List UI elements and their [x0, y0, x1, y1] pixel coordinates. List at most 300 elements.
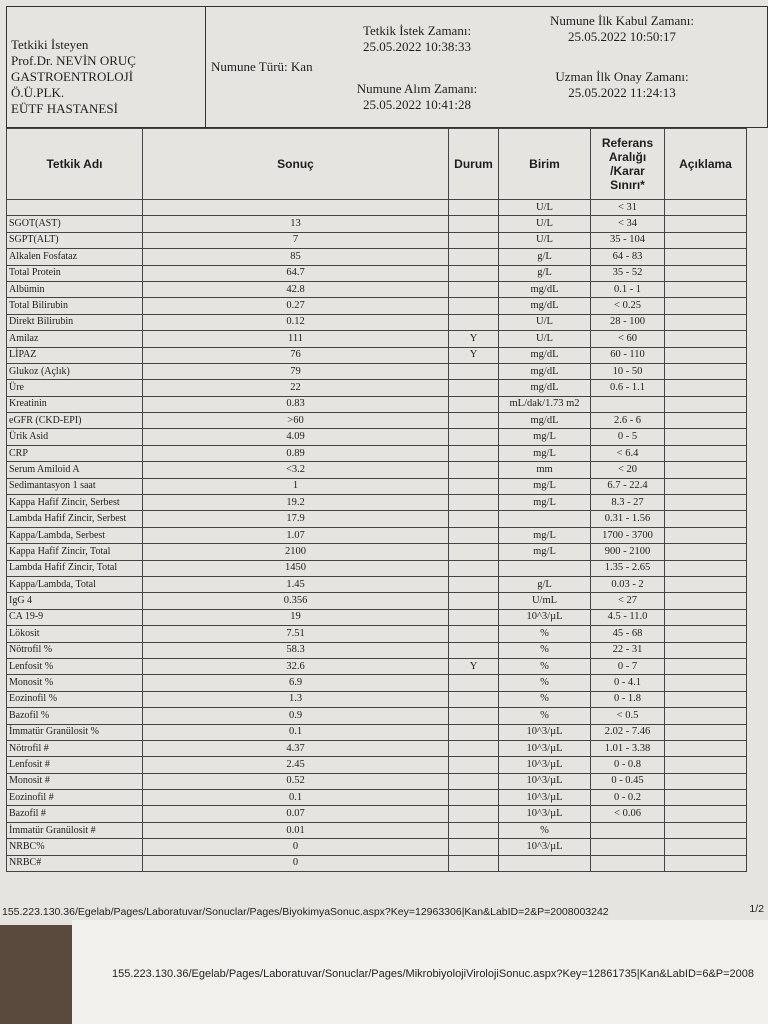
requester-line: Prof.Dr. NEVİN ORUÇ: [11, 53, 136, 68]
reference-cell: 0.31 - 1.56: [591, 511, 665, 527]
table-row: [7, 445, 747, 461]
status-cell: [449, 396, 499, 412]
status-cell: Y: [449, 347, 499, 363]
status-cell: [449, 413, 499, 429]
note-cell: [665, 347, 747, 363]
table-row: [7, 822, 747, 838]
next-page-url: 155.223.130.36/Egelab/Pages/Laboratuvar/Sonuclar/Pages/MikrobiyolojiVirolojiSonuc.aspx?Key=12861735|Kan&LabID=6&P=2008: [112, 968, 755, 980]
reference-cell: 60 - 110: [591, 347, 665, 363]
unit-cell: mg/dL: [499, 281, 591, 297]
test-name-cell: Kappa Hafif Zincir, Serbest: [7, 495, 143, 511]
status-cell: [449, 855, 499, 871]
status-cell: [449, 298, 499, 314]
result-cell: 32.6: [143, 658, 449, 674]
unit-cell: %: [499, 675, 591, 691]
reference-cell: 4.5 - 11.0: [591, 609, 665, 625]
note-cell: [665, 265, 747, 281]
unit-cell: 10^3/µL: [499, 724, 591, 740]
note-cell: [665, 495, 747, 511]
unit-cell: %: [499, 691, 591, 707]
test-name-cell: Serum Amiloid A: [7, 462, 143, 478]
table-row: [7, 773, 747, 789]
result-cell: 64.7: [143, 265, 449, 281]
reference-cell: 35 - 52: [591, 265, 665, 281]
status-cell: Y: [449, 658, 499, 674]
reference-cell: 0 - 7: [591, 658, 665, 674]
unit-cell: mL/dak/1.73 m2: [499, 396, 591, 412]
result-cell: 0.12: [143, 314, 449, 330]
note-cell: [665, 413, 747, 429]
reference-cell: 0 - 0.8: [591, 757, 665, 773]
test-name-cell: NRBC#: [7, 855, 143, 871]
result-cell: 1: [143, 478, 449, 494]
note-cell: [665, 396, 747, 412]
test-name-cell: Monosit #: [7, 773, 143, 789]
status-cell: [449, 790, 499, 806]
unit-cell: mg/dL: [499, 347, 591, 363]
test-name-cell: IgG 4: [7, 593, 143, 609]
status-cell: [449, 740, 499, 756]
unit-cell: 10^3/µL: [499, 740, 591, 756]
table-row: [7, 527, 747, 543]
test-name-cell: SGPT(ALT): [7, 232, 143, 248]
table-header-row: [7, 129, 747, 200]
status-cell: [449, 478, 499, 494]
table-row: [7, 478, 747, 494]
result-cell: [143, 200, 449, 216]
table-row: [7, 576, 747, 592]
collection-time: 25.05.2022 10:41:28: [363, 97, 471, 112]
status-cell: [449, 757, 499, 773]
result-cell: <3.2: [143, 462, 449, 478]
result-cell: 7.51: [143, 626, 449, 642]
note-cell: [665, 200, 747, 216]
result-cell: 0.356: [143, 593, 449, 609]
status-cell: [449, 445, 499, 461]
test-name-cell: Üre: [7, 380, 143, 396]
result-cell: >60: [143, 413, 449, 429]
test-name-cell: CRP: [7, 445, 143, 461]
result-cell: 79: [143, 363, 449, 379]
result-cell: 0.89: [143, 445, 449, 461]
status-cell: [449, 495, 499, 511]
reference-cell: < 31: [591, 200, 665, 216]
table-row: [7, 331, 747, 347]
status-cell: [449, 839, 499, 855]
table-row: [7, 593, 747, 609]
table-row: [7, 560, 747, 576]
note-cell: [665, 216, 747, 232]
test-name-cell: Kappa/Lambda, Total: [7, 576, 143, 592]
reference-cell: < 6.4: [591, 445, 665, 461]
test-name-cell: Alkalen Fosfataz: [7, 249, 143, 265]
result-cell: 6.9: [143, 675, 449, 691]
test-name-cell: Kappa/Lambda, Serbest: [7, 527, 143, 543]
result-cell: 0.01: [143, 822, 449, 838]
test-name-cell: Albümin: [7, 281, 143, 297]
note-cell: [665, 445, 747, 461]
table-row: [7, 642, 747, 658]
test-name-cell: Lambda Hafif Zincir, Total: [7, 560, 143, 576]
note-cell: [665, 363, 747, 379]
table-row: [7, 200, 747, 216]
result-cell: 76: [143, 347, 449, 363]
status-cell: [449, 232, 499, 248]
reference-cell: [591, 396, 665, 412]
result-cell: 0.1: [143, 724, 449, 740]
column-header-status: Durum: [449, 129, 499, 200]
test-name-cell: Ürik Asid: [7, 429, 143, 445]
reference-cell: 35 - 104: [591, 232, 665, 248]
table-row: [7, 462, 747, 478]
unit-cell: [499, 560, 591, 576]
unit-cell: 10^3/µL: [499, 806, 591, 822]
unit-cell: mm: [499, 462, 591, 478]
unit-cell: mg/L: [499, 478, 591, 494]
reference-cell: 28 - 100: [591, 314, 665, 330]
note-cell: [665, 806, 747, 822]
test-name-cell: eGFR (CKD-EPI): [7, 413, 143, 429]
report-header: [6, 6, 768, 128]
status-cell: [449, 380, 499, 396]
status-cell: [449, 281, 499, 297]
note-cell: [665, 462, 747, 478]
reference-cell: 2.02 - 7.46: [591, 724, 665, 740]
table-row: [7, 740, 747, 756]
table-row: [7, 249, 747, 265]
table-row: [7, 691, 747, 707]
test-name-cell: Total Protein: [7, 265, 143, 281]
status-cell: [449, 773, 499, 789]
note-cell: [665, 609, 747, 625]
reference-cell: [591, 822, 665, 838]
note-cell: [665, 724, 747, 740]
result-cell: 0: [143, 839, 449, 855]
table-row: [7, 429, 747, 445]
unit-cell: 10^3/µL: [499, 773, 591, 789]
reference-cell: < 34: [591, 216, 665, 232]
test-name-cell: SGOT(AST): [7, 216, 143, 232]
result-cell: 19: [143, 609, 449, 625]
test-name-cell: Nötrofil %: [7, 642, 143, 658]
unit-cell: U/mL: [499, 593, 591, 609]
test-name-cell: Kreatinin: [7, 396, 143, 412]
requester-label: Tetkiki İsteyen: [11, 37, 89, 52]
requester-line: GASTROENTROLOJİ: [11, 69, 134, 84]
status-cell: [449, 724, 499, 740]
test-name-cell: Bazofil #: [7, 806, 143, 822]
unit-cell: mg/L: [499, 495, 591, 511]
reference-cell: 0.6 - 1.1: [591, 380, 665, 396]
unit-cell: %: [499, 642, 591, 658]
unit-cell: mg/L: [499, 527, 591, 543]
status-cell: [449, 462, 499, 478]
unit-cell: U/L: [499, 216, 591, 232]
result-cell: 0.83: [143, 396, 449, 412]
result-cell: 0.07: [143, 806, 449, 822]
reference-cell: 1.01 - 3.38: [591, 740, 665, 756]
table-row: [7, 216, 747, 232]
reference-cell: 6.7 - 22.4: [591, 478, 665, 494]
table-row: [7, 511, 747, 527]
unit-cell: %: [499, 626, 591, 642]
test-name-cell: İmmatür Granülosit #: [7, 822, 143, 838]
note-cell: [665, 298, 747, 314]
status-cell: [449, 429, 499, 445]
unit-cell: %: [499, 822, 591, 838]
note-cell: [665, 642, 747, 658]
request-time: 25.05.2022 10:38:33: [363, 39, 471, 54]
note-cell: [665, 429, 747, 445]
status-cell: [449, 675, 499, 691]
table-row: [7, 413, 747, 429]
test-name-cell: Lambda Hafif Zincir, Serbest: [7, 511, 143, 527]
accept-time-label: Numune İlk Kabul Zamanı:: [549, 13, 695, 28]
status-cell: Y: [449, 331, 499, 347]
unit-cell: U/L: [499, 232, 591, 248]
status-cell: [449, 511, 499, 527]
result-cell: 85: [143, 249, 449, 265]
reference-cell: 0 - 0.2: [591, 790, 665, 806]
test-name-cell: Monosit %: [7, 675, 143, 691]
unit-cell: mg/L: [499, 429, 591, 445]
note-cell: [665, 380, 747, 396]
specimen-type: Numune Türü: Kan: [211, 59, 313, 74]
test-name-cell: Eozinofil #: [7, 790, 143, 806]
note-cell: [665, 544, 747, 560]
test-name-cell: LİPAZ: [7, 347, 143, 363]
table-row: [7, 658, 747, 674]
result-cell: 58.3: [143, 642, 449, 658]
table-row: [7, 380, 747, 396]
page-number: 1/2: [749, 903, 764, 915]
table-row: [7, 232, 747, 248]
table-row: [7, 314, 747, 330]
reference-cell: 0.1 - 1: [591, 281, 665, 297]
approval-time: 25.05.2022 11:24:13: [568, 85, 676, 100]
test-name-cell: Direkt Bilirubin: [7, 314, 143, 330]
status-cell: [449, 265, 499, 281]
note-cell: [665, 658, 747, 674]
note-cell: [665, 232, 747, 248]
unit-cell: 10^3/µL: [499, 790, 591, 806]
result-cell: 1450: [143, 560, 449, 576]
result-cell: 42.8: [143, 281, 449, 297]
status-cell: [449, 691, 499, 707]
result-cell: 0.27: [143, 298, 449, 314]
unit-cell: U/L: [499, 331, 591, 347]
note-cell: [665, 593, 747, 609]
note-cell: [665, 281, 747, 297]
note-cell: [665, 691, 747, 707]
note-cell: [665, 331, 747, 347]
result-cell: 0.9: [143, 708, 449, 724]
status-cell: [449, 609, 499, 625]
table-row: [7, 626, 747, 642]
result-cell: 17.9: [143, 511, 449, 527]
unit-cell: mg/dL: [499, 380, 591, 396]
result-cell: 22: [143, 380, 449, 396]
reference-cell: 0 - 1.8: [591, 691, 665, 707]
note-cell: [665, 773, 747, 789]
status-cell: [449, 527, 499, 543]
collection-time-block: [337, 81, 497, 113]
result-cell: 0.1: [143, 790, 449, 806]
status-cell: [449, 216, 499, 232]
status-cell: [449, 363, 499, 379]
result-cell: 13: [143, 216, 449, 232]
unit-cell: 10^3/µL: [499, 757, 591, 773]
result-cell: 2100: [143, 544, 449, 560]
note-cell: [665, 478, 747, 494]
unit-cell: U/L: [499, 314, 591, 330]
status-cell: [449, 576, 499, 592]
status-cell: [449, 822, 499, 838]
test-name-cell: Amilaz: [7, 331, 143, 347]
table-row: [7, 839, 747, 855]
result-cell: 19.2: [143, 495, 449, 511]
approval-time-block: [527, 69, 717, 101]
table-row: [7, 708, 747, 724]
requester-line: Ö.Ü.PLK.: [11, 85, 65, 100]
reference-cell: 2.6 - 6: [591, 413, 665, 429]
unit-cell: 10^3/µL: [499, 609, 591, 625]
table-row: [7, 855, 747, 871]
status-cell: [449, 544, 499, 560]
table-row: [7, 281, 747, 297]
test-name-cell: Nötrofil #: [7, 740, 143, 756]
test-name-cell: Lökosit: [7, 626, 143, 642]
test-name-cell: NRBC%: [7, 839, 143, 855]
unit-cell: g/L: [499, 249, 591, 265]
table-row: [7, 495, 747, 511]
table-row: [7, 790, 747, 806]
note-cell: [665, 576, 747, 592]
status-cell: [449, 200, 499, 216]
test-name-cell: Bazofil %: [7, 708, 143, 724]
test-name-cell: CA 19-9: [7, 609, 143, 625]
reference-cell: 0 - 0.45: [591, 773, 665, 789]
reference-cell: 45 - 68: [591, 626, 665, 642]
unit-cell: mg/dL: [499, 298, 591, 314]
test-name-cell: Glukoz (Açlık): [7, 363, 143, 379]
requester-block: [11, 37, 201, 117]
column-header-unit: Birim: [499, 129, 591, 200]
note-cell: [665, 790, 747, 806]
table-row: [7, 298, 747, 314]
header-divider: [205, 7, 206, 127]
unit-cell: mg/L: [499, 445, 591, 461]
unit-cell: %: [499, 658, 591, 674]
table-row: [7, 806, 747, 822]
result-cell: 0: [143, 855, 449, 871]
result-cell: 1.07: [143, 527, 449, 543]
accept-time: 25.05.2022 10:50:17: [568, 29, 676, 44]
reference-cell: < 27: [591, 593, 665, 609]
table-row: [7, 675, 747, 691]
reference-cell: 0 - 5: [591, 429, 665, 445]
request-time-block: [337, 23, 497, 55]
reference-cell: < 20: [591, 462, 665, 478]
reference-cell: 0.03 - 2: [591, 576, 665, 592]
unit-cell: U/L: [499, 200, 591, 216]
note-cell: [665, 675, 747, 691]
test-name-cell: [7, 200, 143, 216]
test-name-cell: Lenfosit #: [7, 757, 143, 773]
note-cell: [665, 249, 747, 265]
reference-cell: < 0.06: [591, 806, 665, 822]
unit-cell: mg/dL: [499, 413, 591, 429]
note-cell: [665, 740, 747, 756]
reference-cell: 22 - 31: [591, 642, 665, 658]
collection-time-label: Numune Alım Zamanı:: [356, 81, 478, 96]
note-cell: [665, 560, 747, 576]
status-cell: [449, 249, 499, 265]
result-cell: 2.45: [143, 757, 449, 773]
test-name-cell: Total Bilirubin: [7, 298, 143, 314]
status-cell: [449, 560, 499, 576]
note-cell: [665, 822, 747, 838]
column-header-name: Tetkik Adı: [7, 129, 143, 200]
reference-cell: 0 - 4.1: [591, 675, 665, 691]
status-cell: [449, 708, 499, 724]
result-cell: 1.45: [143, 576, 449, 592]
test-name-cell: İmmatür Granülosit %: [7, 724, 143, 740]
unit-cell: 10^3/µL: [499, 839, 591, 855]
column-header-result: Sonuç: [143, 129, 449, 200]
reference-cell: 1700 - 3700: [591, 527, 665, 543]
result-cell: 7: [143, 232, 449, 248]
table-row: [7, 544, 747, 560]
reference-cell: < 60: [591, 331, 665, 347]
test-name-cell: Lenfosit %: [7, 658, 143, 674]
column-header-note: Açıklama: [665, 129, 747, 200]
note-cell: [665, 314, 747, 330]
result-cell: 0.52: [143, 773, 449, 789]
table-row: [7, 724, 747, 740]
unit-cell: g/L: [499, 265, 591, 281]
unit-cell: [499, 855, 591, 871]
note-cell: [665, 839, 747, 855]
status-cell: [449, 626, 499, 642]
result-cell: 111: [143, 331, 449, 347]
reference-cell: 8.3 - 27: [591, 495, 665, 511]
table-row: [7, 363, 747, 379]
unit-cell: mg/dL: [499, 363, 591, 379]
results-table: [6, 128, 747, 872]
page-url: 155.223.130.36/Egelab/Pages/Laboratuvar/Sonuclar/Pages/BiyokimyaSonuc.aspx?Key=12963306|Kan&LabID=2&P=2008003242: [2, 906, 609, 918]
test-name-cell: Eozinofil %: [7, 691, 143, 707]
table-row: [7, 609, 747, 625]
result-cell: 4.09: [143, 429, 449, 445]
status-cell: [449, 314, 499, 330]
reference-cell: < 0.25: [591, 298, 665, 314]
accept-time-block: [527, 13, 717, 45]
unit-cell: mg/L: [499, 544, 591, 560]
note-cell: [665, 855, 747, 871]
unit-cell: [499, 511, 591, 527]
reference-cell: 900 - 2100: [591, 544, 665, 560]
result-cell: 1.3: [143, 691, 449, 707]
table-row: [7, 347, 747, 363]
status-cell: [449, 593, 499, 609]
reference-cell: 10 - 50: [591, 363, 665, 379]
status-cell: [449, 642, 499, 658]
test-name-cell: Kappa Hafif Zincir, Total: [7, 544, 143, 560]
reference-cell: [591, 839, 665, 855]
note-cell: [665, 626, 747, 642]
requester-line: EÜTF HASTANESİ: [11, 101, 118, 116]
